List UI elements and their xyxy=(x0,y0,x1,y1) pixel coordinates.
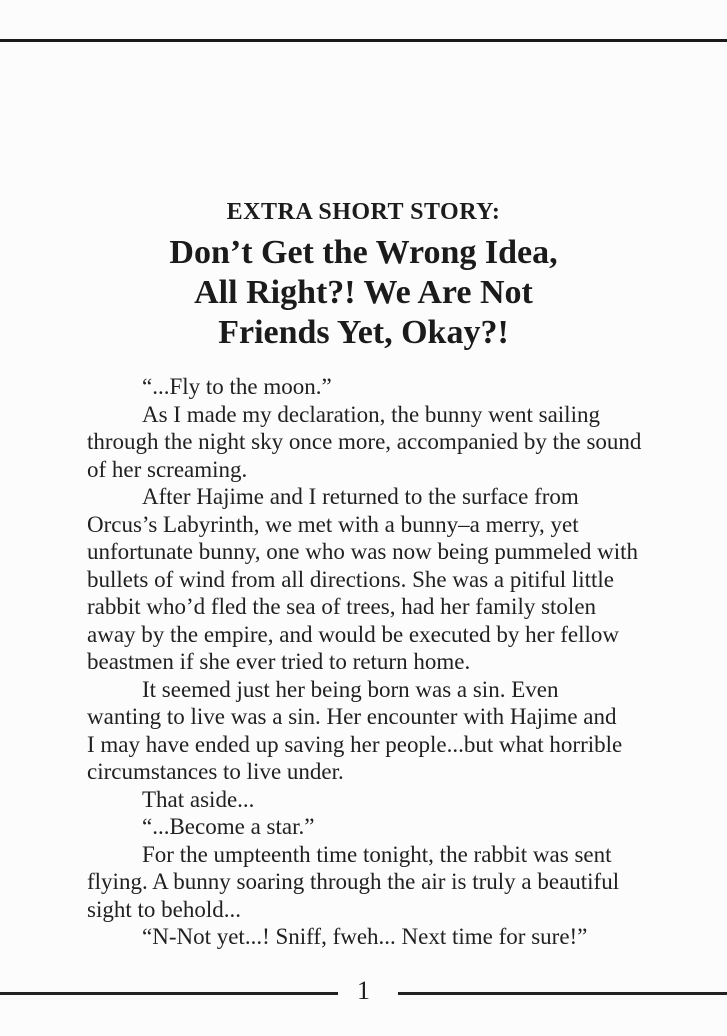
text-line: wanting to live was a sin. Her encounter with Hajime and xyxy=(87,704,617,729)
text-line: away by the empire, and would be executed by her fellow xyxy=(87,621,619,647)
text-line: I may have ended up saving her people...but what horrible xyxy=(87,731,623,757)
story-kicker: EXTRA SHORT STORY: xyxy=(226,199,501,225)
text-line: bullets of wind from all directions. She was a pitiful little xyxy=(87,566,614,592)
text-line: “N-Not yet...! Sniff, fweh... Next time for sure!” xyxy=(142,924,588,949)
story-body xyxy=(87,373,659,951)
text-line: of her screaming. xyxy=(87,456,248,482)
text-line: Orcus’s Labyrinth, we met with a bunny–a merry, yet xyxy=(87,511,579,537)
story-title xyxy=(0,233,727,353)
text-line: rabbit who’d fled the sea of trees, had her family stolen xyxy=(87,594,597,619)
story-title-line-1: Don’t Get the Wrong Idea, xyxy=(169,234,558,271)
text-line: “...Fly to the moon.” xyxy=(142,374,332,399)
text-line: “...Become a star.” xyxy=(142,814,315,839)
text-line: circumstances to live under. xyxy=(87,759,344,784)
text-line: That aside... xyxy=(142,786,255,812)
story-title-line-3: Friends Yet, Okay?! xyxy=(218,314,509,351)
text-line: sight to behold... xyxy=(87,896,241,922)
text-line: As I made my declaration, the bunny went sailing xyxy=(142,401,600,427)
text-line: It seemed just her being born was a sin. Even xyxy=(142,676,559,702)
top-rule xyxy=(0,39,727,42)
text-line: through the night sky once more, accompanied by the sound xyxy=(87,429,642,454)
text-line: beastmen if she ever tried to return home. xyxy=(87,649,471,674)
page-number: 1 xyxy=(357,976,370,1005)
text-line: unfortunate bunny, one who was now being pummeled with xyxy=(87,539,639,564)
text-line: After Hajime and I returned to the surface from xyxy=(142,484,579,509)
story-title-line-2: All Right?! We Are Not xyxy=(194,274,533,311)
text-line: flying. A bunny soaring through the air is truly a beautiful xyxy=(87,869,620,894)
footer-rule-right xyxy=(398,992,727,995)
text-line: For the umpteenth time tonight, the rabbit was sent xyxy=(142,841,612,867)
page-footer xyxy=(0,970,727,1010)
